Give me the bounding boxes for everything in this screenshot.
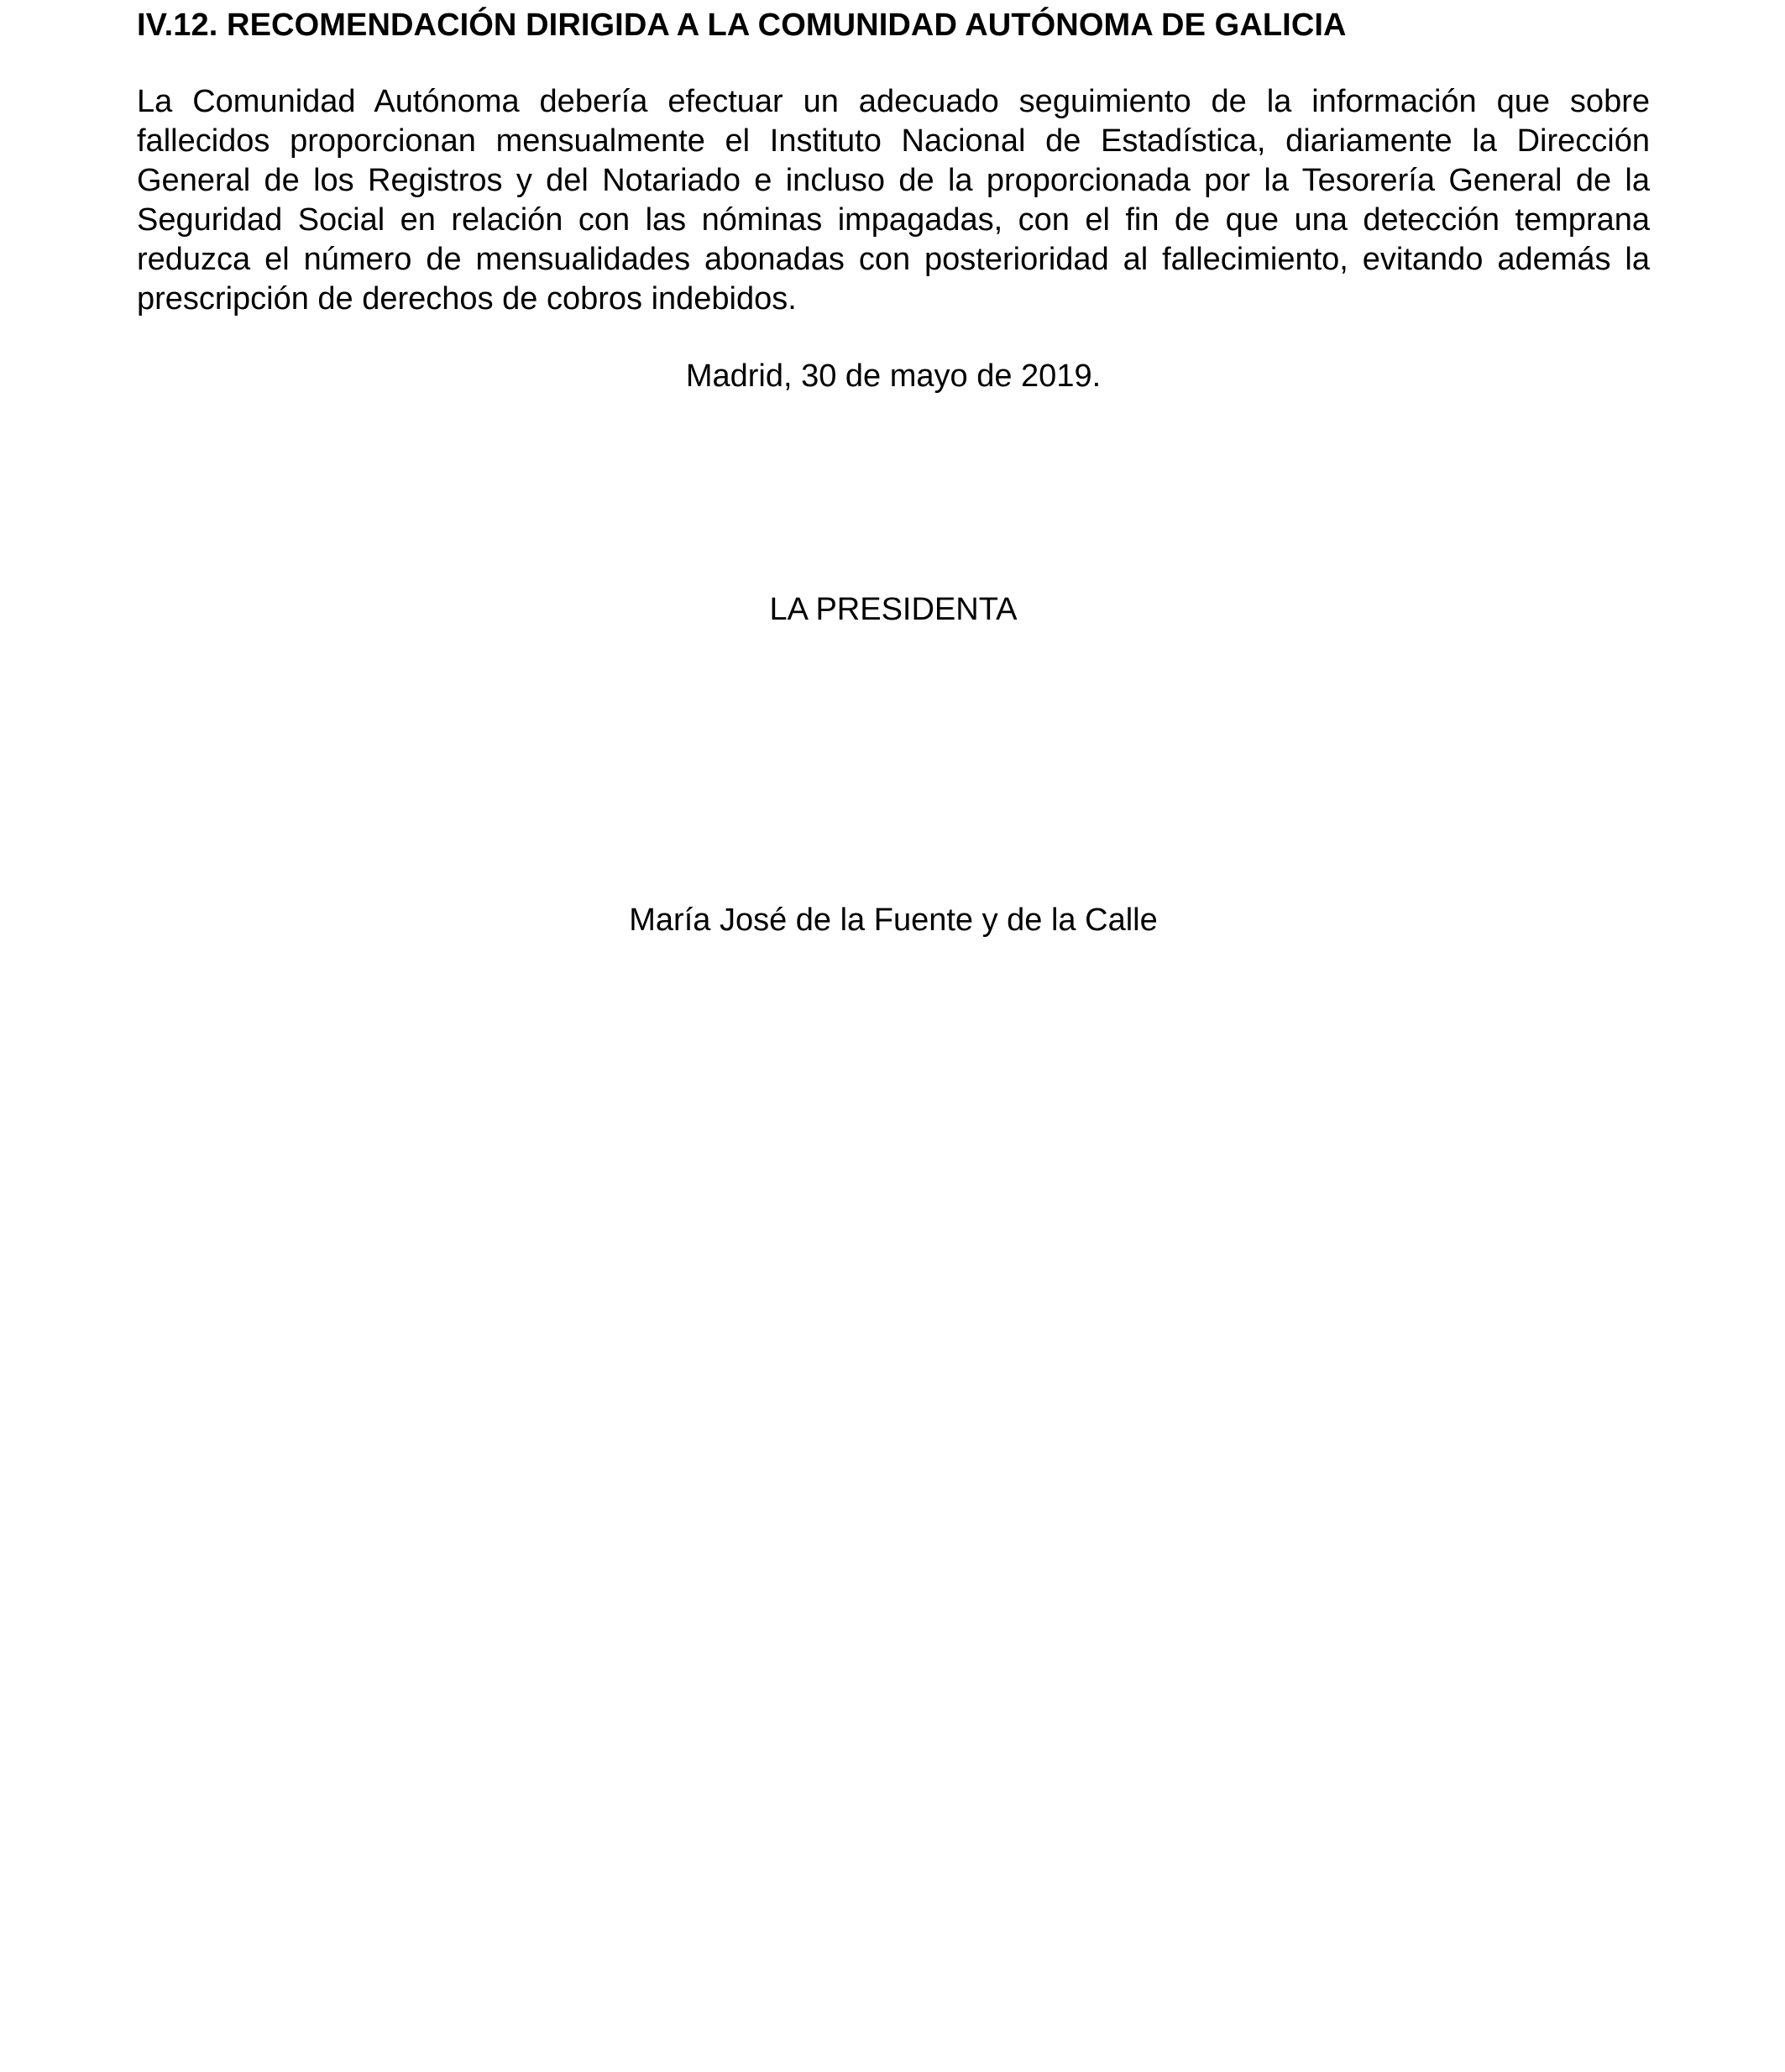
section-heading: IV.12. RECOMENDACIÓN DIRIGIDA A LA COMUNIDAD AUTÓNOMA DE GALICIA (137, 8, 1347, 43)
date-line: Madrid, 30 de mayo de 2019. (685, 358, 1102, 394)
recommendation-paragraph: La Comunidad Autónoma debería efectuar un adecuado seguimiento de la información que sobre fallecidos proporcionan mensualmente el Instituto Nacional de Estadística, diariamente la Dirección General de los Registros y del Notariado e incluso de la proporcionada por la Tesorería General de la Seguridad Social en relación con las nóminas impagadas, con el fin de que una detección temprana reduzca el número de mensualidades abonadas con posterioridad al fallecimiento, evitando además la prescripción de derechos de cobros indebidos. (137, 84, 1650, 317)
document-body (137, 0, 1650, 940)
signer-name: María José de la Fuente y de la Calle (629, 903, 1158, 938)
signature-title: LA PRESIDENTA (769, 592, 1018, 627)
